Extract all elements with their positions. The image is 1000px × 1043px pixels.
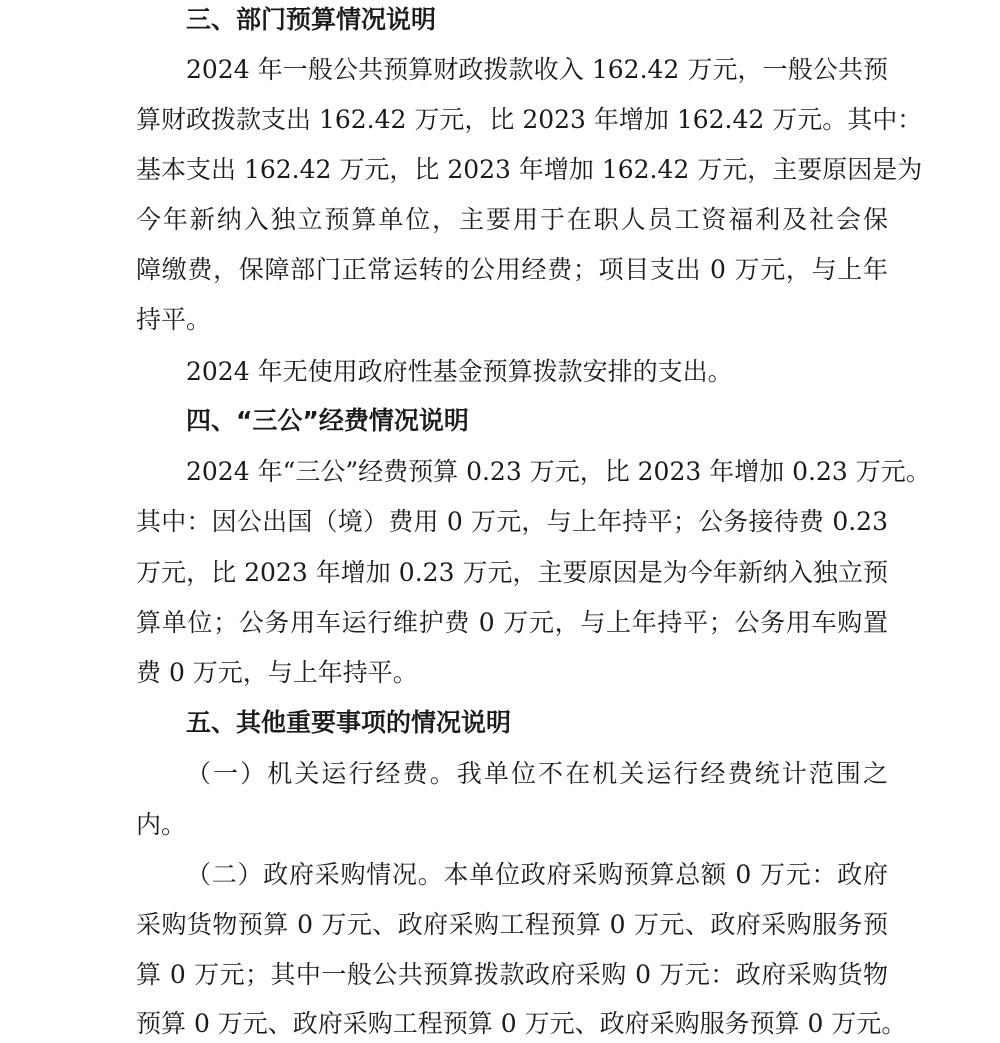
paragraph-line: 费 0 万元，与上年持平。 — [136, 658, 418, 687]
paragraph-line: 2024 年无使用政府性基金预算拨款安排的支出。 — [186, 357, 733, 386]
paragraph-line: 万元，比 2023 年增加 0.23 万元，主要原因是为今年新纳入独立预 — [136, 558, 888, 587]
paragraph-line: （二）政府采购情况。本单位政府采购预算总额 0 万元：政府 — [186, 860, 888, 889]
paragraph-line: 算财政拨款支出 162.42 万元，比 2023 年增加 162.42 万元。其中： — [136, 105, 923, 134]
paragraph-line: 今年新纳入独立预算单位，主要用于在职人员工资福利及社会保 — [136, 205, 888, 234]
paragraph-line: 2024 年“三公”经费预算 0.23 万元，比 2023 年增加 0.23 万元。 — [186, 457, 931, 486]
paragraph-line: 障缴费，保障部门正常运转的公用经费；项目支出 0 万元，与上年 — [136, 255, 888, 284]
paragraph-line: 2024 年一般公共预算财政拨款收入 162.42 万元，一般公共预 — [186, 55, 888, 84]
section-heading-other-matters: 五、其他重要事项的情况说明 — [186, 708, 512, 737]
paragraph-line: （一）机关运行经费。我单位不在机关运行经费统计范围之 — [186, 759, 888, 788]
section-heading-budget: 三、部门预算情况说明 — [186, 5, 437, 34]
paragraph-line: 算 0 万元；其中一般公共预算拨款政府采购 0 万元：政府采购货物 — [136, 960, 888, 989]
paragraph-line: 采购货物预算 0 万元、政府采购工程预算 0 万元、政府采购服务预 — [136, 910, 888, 939]
paragraph-line: 基本支出 162.42 万元，比 2023 年增加 162.42 万元，主要原因是为 — [136, 155, 923, 184]
paragraph-line: 内。 — [136, 810, 187, 839]
paragraph-line: 预算 0 万元、政府采购工程预算 0 万元、政府采购服务预算 0 万元。 — [136, 1009, 907, 1038]
paragraph-line: 算单位；公务用车运行维护费 0 万元，与上年持平；公务用车购置 — [136, 608, 888, 637]
paragraph-line: 其中：因公出国（境）费用 0 万元，与上年持平；公务接待费 0.23 — [136, 507, 888, 536]
paragraph-line: 持平。 — [136, 305, 212, 334]
section-heading-three-public: 四、“三公”经费情况说明 — [186, 406, 469, 435]
